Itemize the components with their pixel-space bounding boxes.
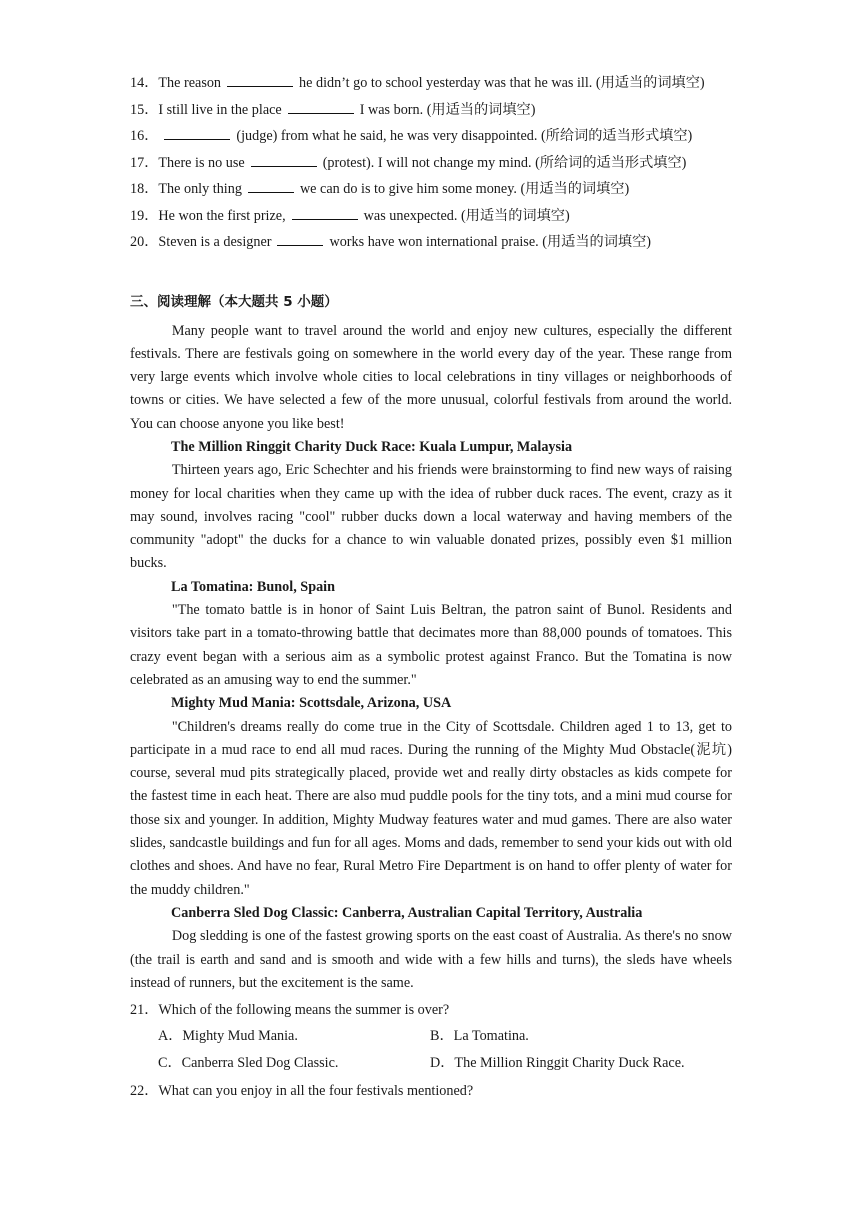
question-text-after: was unexpected. (用适当的词填空)	[363, 207, 570, 224]
option-b[interactable]: B．La Tomatina.	[430, 1028, 529, 1045]
question-text-after: he didn’t go to school yesterday was that he was ill. (用适当的词填空)	[299, 75, 705, 91]
question-text: What can you enjoy in all the four festivals mentioned?	[158, 1083, 474, 1100]
question-number: 22．	[130, 1083, 159, 1100]
question-20	[130, 229, 732, 256]
festival-text: "Children's dreams really do come true in the City of Scottsdale. Children aged 1 to 13, get to participate in a mud race to end all mud races. During the running of the Mighty Mud Obstacle(泥坑) course, several mud pits strategically placed, provide wet and really dirty obstacles as kids compete for the fastest time in each heat. There are also mud puddle pools for the tiny tots, and a mini mud course for those six and younger. In addition, Mighty Mudway features water and mud games. There are also water slides, sandcastle buildings and fun for all ages. Moms and dads, remember to send your kids out with old clothes and shoes. And have no fear, Rural Metro Fire Department is on hand to offer plenty of water for the muddy children."	[130, 718, 732, 898]
question-18	[130, 176, 732, 203]
question-text-after: (protest). I will not change my mind. (所给词的适当形式填空)	[322, 154, 687, 171]
festival-heading: Mighty Mud Mania: Scottsdale, Arizona, USA	[171, 695, 452, 712]
festival-heading: The Million Ringgit Charity Duck Race: Kuala Lumpur, Malaysia	[171, 438, 573, 455]
question-number: 14．	[130, 75, 159, 91]
answer-blank[interactable]	[248, 177, 294, 193]
question-21	[130, 997, 732, 1023]
question-number: 21．	[130, 1002, 159, 1019]
question-text-before: Steven is a designer	[158, 234, 272, 250]
fill-in-section	[130, 70, 732, 256]
question-number: 18．	[130, 181, 159, 197]
question-text-after: works have won international praise. (用适当的词填空)	[329, 234, 651, 250]
question-16	[130, 123, 732, 150]
question-number: 17．	[130, 154, 159, 171]
answer-options	[130, 1023, 732, 1076]
option-a[interactable]: A．Mighty Mud Mania.	[158, 1028, 298, 1045]
section-title: 三、阅读理解（本大题共 5 小题）	[130, 293, 338, 310]
reading-questions	[130, 997, 732, 1104]
answer-blank[interactable]	[292, 204, 358, 220]
question-22	[130, 1078, 732, 1104]
question-number: 16．	[130, 128, 159, 144]
answer-blank[interactable]	[227, 71, 293, 87]
question-number: 20．	[130, 234, 159, 250]
question-text-before: The only thing	[158, 181, 242, 197]
question-text-after: we can do is to give him some money. (用适当的词填空)	[299, 181, 630, 197]
question-text-after: I was born. (用适当的词填空)	[359, 101, 536, 118]
question-15	[130, 97, 732, 124]
passage-intro: Many people want to travel around the world and enjoy new cultures, especially the different festivals. There are festivals going on somewhere in the world every day of the year. These range from very large events which involve whole cities to local celebrations in tiny villages or neighborhoods of towns or cities. We have selected a few of the more unusual, colorful festivals from around the world. You can choose anyone you like best!	[130, 322, 732, 432]
question-19	[130, 203, 732, 230]
exam-page	[130, 70, 732, 1104]
question-text-before: I still live in the place	[158, 101, 282, 118]
question-text-before: There is no use	[158, 154, 245, 171]
question-text-before: The reason	[158, 75, 222, 91]
question-number: 15．	[130, 101, 159, 118]
question-14	[130, 70, 732, 97]
answer-blank[interactable]	[251, 151, 317, 167]
festival-text: "The tomato battle is in honor of Saint Luis Beltran, the patron saint of Bunol. Residents and visitors take part in a tomato-throwing battle that decimates more than 88,000 pounds of tomatoes. This crazy event began with a serious aim as a symbolic protest against Franco. But the Tomatina is now celebrated as an amusing way to end the summer."	[130, 602, 732, 688]
festival-text: Thirteen years ago, Eric Schechter and his friends were brainstorming to find new ways of raising money for local charities when they came up with the idea of rubber duck races. The event, crazy as it may sound, involves racing "cool" rubber ducks down a local waterway and having members of the community "adopt" the ducks for a chance to win valuable donated prizes, possibly even $1 million bucks.	[130, 462, 732, 572]
reading-passage	[130, 320, 732, 996]
festival-text: Dog sledding is one of the fastest growing sports on the east coast of Australia. As there's no snow (the trail is earth and sand and is smooth and wide with a few hills and turns), the sleds have wheels instead of runners, but the excitement is the same.	[130, 928, 732, 991]
question-number: 19．	[130, 207, 159, 224]
festival-heading: La Tomatina: Bunol, Spain	[171, 578, 336, 595]
answer-blank[interactable]	[164, 124, 230, 140]
answer-blank[interactable]	[288, 98, 354, 114]
option-c[interactable]: C．Canberra Sled Dog Classic.	[158, 1054, 339, 1071]
festival-heading: Canberra Sled Dog Classic: Canberra, Australian Capital Territory, Australia	[171, 904, 643, 921]
question-17	[130, 150, 732, 177]
answer-blank[interactable]	[277, 230, 323, 246]
question-text-after: (judge) from what he said, he was very disappointed. (所给词的适当形式填空)	[236, 128, 693, 144]
question-text: Which of the following means the summer is over?	[158, 1002, 450, 1019]
option-d[interactable]: D．The Million Ringgit Charity Duck Race.	[430, 1054, 685, 1071]
question-text-before: He won the first prize,	[158, 207, 286, 224]
